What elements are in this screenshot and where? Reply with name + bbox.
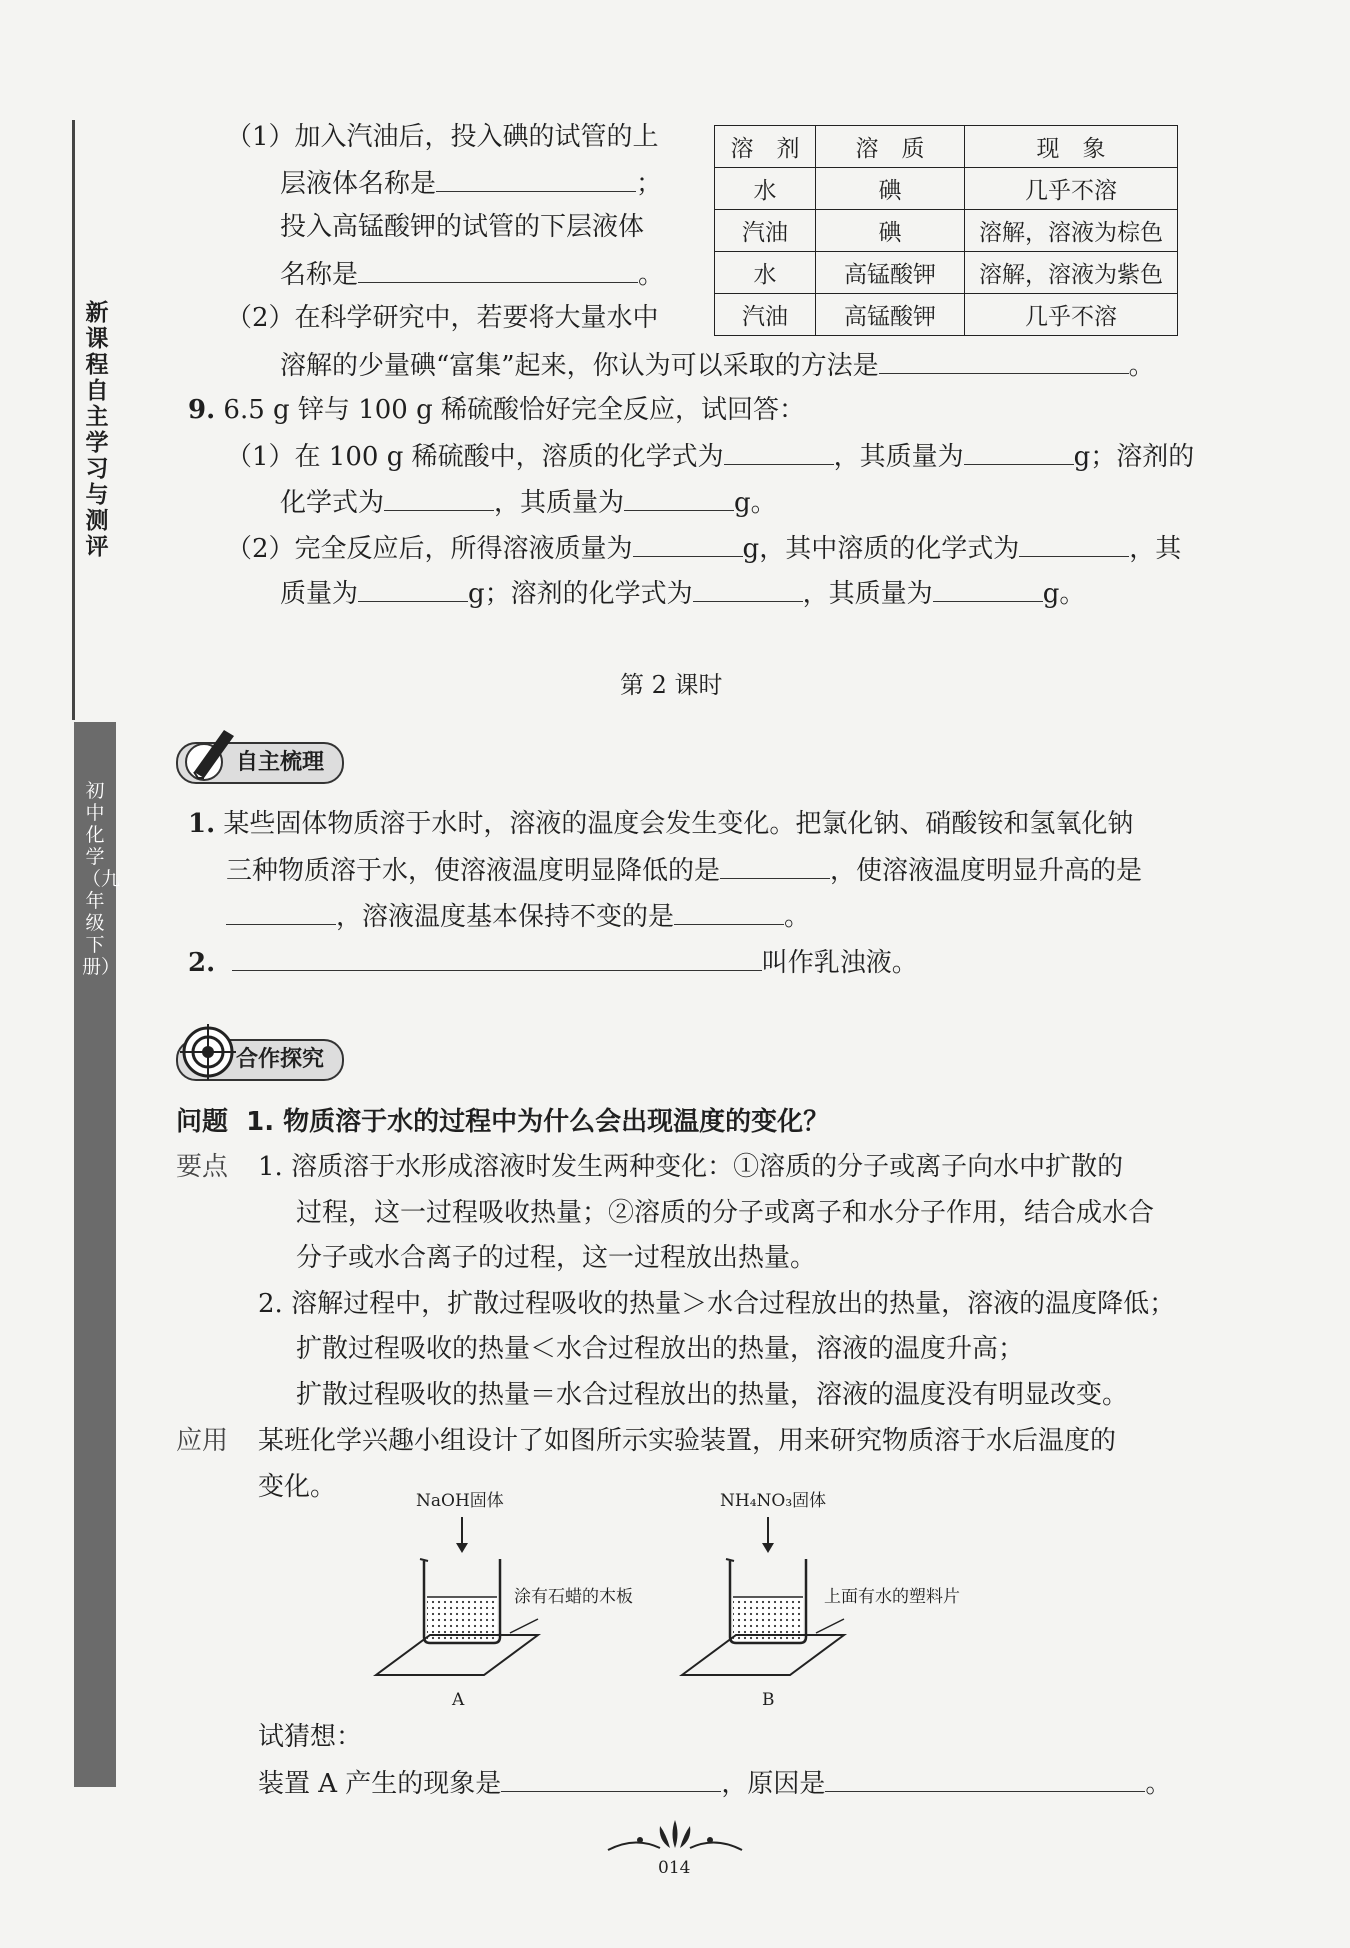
figure-b-top-label: NH₄NO₃固体 [720, 1491, 827, 1511]
q8-part2-line2: 溶解的少量碘“富集”起来，你认为可以采取的方法是 。 [280, 347, 1155, 383]
table-header: 溶 剂 [715, 126, 816, 168]
table-header-row [715, 126, 1178, 168]
q9-part2-line1: （2）完全反应后，所得溶液质量为 g，其中溶质的化学式为 ，其 [226, 530, 1181, 566]
s2-kp2-line1: 2. 溶解过程中，扩散过程吸收的热量＞水合过程放出的热量，溶液的温度降低； [258, 1289, 1176, 1319]
table-row [715, 294, 1178, 336]
table-row [715, 168, 1178, 210]
answer-blank[interactable] [232, 944, 762, 971]
q8-part1-line1: （1）加入汽油后，投入碘的试管的上 [226, 122, 659, 152]
s2-kp2-line2: 扩散过程吸收的热量＜水合过程放出的热量，溶液的温度升高； [296, 1334, 1025, 1364]
figure-a-side-label: 涂有石蜡的木板 [514, 1587, 633, 1607]
solubility-table [714, 125, 1178, 336]
answer-blank[interactable] [226, 898, 336, 925]
answer-blank[interactable] [358, 256, 638, 283]
answer-blank[interactable] [384, 484, 494, 511]
s2-apply-line1: 某班化学兴趣小组设计了如图所示实验装置，用来研究物质溶于水后温度的 [258, 1426, 1117, 1456]
figure-a-label: A [452, 1690, 465, 1710]
table-header: 溶 质 [816, 126, 965, 168]
s2-apply-label: 应用 [176, 1426, 229, 1456]
s2-device-a: 装置 A 产生的现象是 ，原因是 。 [258, 1765, 1171, 1801]
answer-blank[interactable] [933, 575, 1043, 602]
sidebar-subject-label: 初中化学（九年级下册） [82, 780, 121, 978]
ornament-icon [600, 1818, 750, 1860]
table-cell: 溶解，溶液为紫色 [965, 252, 1178, 294]
s1-q1-line1: 1. 某些固体物质溶于水时，溶液的温度会发生变化。把氯化钠、硝酸铵和氢氧化钠 [188, 809, 1134, 839]
pen-icon [176, 722, 248, 784]
s2-question: 问题 1. 物质溶于水的过程中为什么会出现温度的变化？ [176, 1107, 830, 1137]
s2-kp1-line2: 过程，这一过程吸收热量；②溶质的分子或离子和水分子作用，结合成水合 [296, 1198, 1155, 1228]
s1-q1-line3: ，溶液温度基本保持不变的是 。 [226, 898, 810, 934]
q8-part1-line4: 名称是 。 [280, 256, 664, 292]
answer-blank[interactable] [720, 852, 830, 879]
answer-blank[interactable] [436, 165, 636, 192]
answer-blank[interactable] [633, 530, 743, 557]
table-cell: 溶解，溶液为棕色 [965, 210, 1178, 252]
sidebar-book-title: 新课程自主学习与测评 [85, 300, 109, 560]
answer-blank[interactable] [724, 438, 834, 465]
answer-blank[interactable] [693, 575, 803, 602]
table-cell: 几乎不溶 [965, 168, 1178, 210]
answer-blank[interactable] [358, 575, 468, 602]
q9-part2-line2: 质量为 g；溶剂的化学式为 ，其质量为 g。 [280, 575, 1085, 611]
answer-blank[interactable] [1019, 530, 1129, 557]
s2-kp1-line1: 1. 溶质溶于水形成溶液时发生两种变化：①溶质的分子或离子向水中扩散的 [258, 1152, 1124, 1182]
section-badge-self-review: 自主梳理 [176, 742, 344, 784]
table-cell: 高锰酸钾 [816, 294, 965, 336]
s2-kp1-line3: 分子或水合离子的过程，这一过程放出热量。 [296, 1243, 817, 1273]
q8-part1-line2: 层液体名称是 ； [280, 165, 662, 201]
table-cell: 汽油 [715, 294, 816, 336]
figure-a-top-label: NaOH固体 [416, 1491, 504, 1511]
table-cell: 碘 [816, 168, 965, 210]
s1-q2-line: 2. 叫作乳浊液。 [188, 944, 918, 980]
s2-apply-line2: 变化。 [258, 1472, 337, 1502]
q8-part2-line1: （2）在科学研究中，若要将大量水中 [226, 303, 659, 333]
q9-part1-line2: 化学式为 ，其质量为 g。 [280, 484, 777, 520]
answer-blank[interactable] [501, 1765, 721, 1792]
figure-b-side-label: 上面有水的塑料片 [824, 1587, 960, 1607]
table-row [715, 210, 1178, 252]
table-cell: 汽油 [715, 210, 816, 252]
figure-b-label: B [762, 1690, 775, 1710]
lesson-title: 第 2 课时 [620, 671, 723, 699]
answer-blank[interactable] [825, 1765, 1145, 1792]
table-cell: 水 [715, 252, 816, 294]
s2-keypoint-label: 要点 [176, 1152, 229, 1182]
table-cell: 水 [715, 168, 816, 210]
answer-blank[interactable] [879, 347, 1129, 374]
q9-part1-line1: （1）在 100 g 稀硫酸中，溶质的化学式为 ，其质量为 g；溶剂的 [226, 438, 1194, 474]
s1-q1-line2: 三种物质溶于水，使溶液温度明显降低的是 ，使溶液温度明显升高的是 [226, 852, 1142, 888]
s2-guess: 试猜想： [258, 1722, 363, 1752]
table-cell: 碘 [816, 210, 965, 252]
answer-blank[interactable] [964, 438, 1074, 465]
page-number: 014 [658, 1858, 691, 1878]
q8-part1-line3: 投入高锰酸钾的试管的下层液体 [280, 212, 645, 242]
section-badge-cooperative-inquiry: 合作探究 [176, 1039, 344, 1081]
table-header: 现 象 [965, 126, 1178, 168]
answer-blank[interactable] [674, 898, 784, 925]
target-icon [180, 1024, 236, 1080]
s2-kp2-line3: 扩散过程吸收的热量＝水合过程放出的热量，溶液的温度没有明显改变。 [296, 1380, 1129, 1410]
table-cell: 几乎不溶 [965, 294, 1178, 336]
table-cell: 高锰酸钾 [816, 252, 965, 294]
answer-blank[interactable] [624, 484, 734, 511]
q9-stem: 9. 6.5 g 锌与 100 g 稀硫酸恰好完全反应，试回答： [188, 395, 806, 425]
table-row [715, 252, 1178, 294]
